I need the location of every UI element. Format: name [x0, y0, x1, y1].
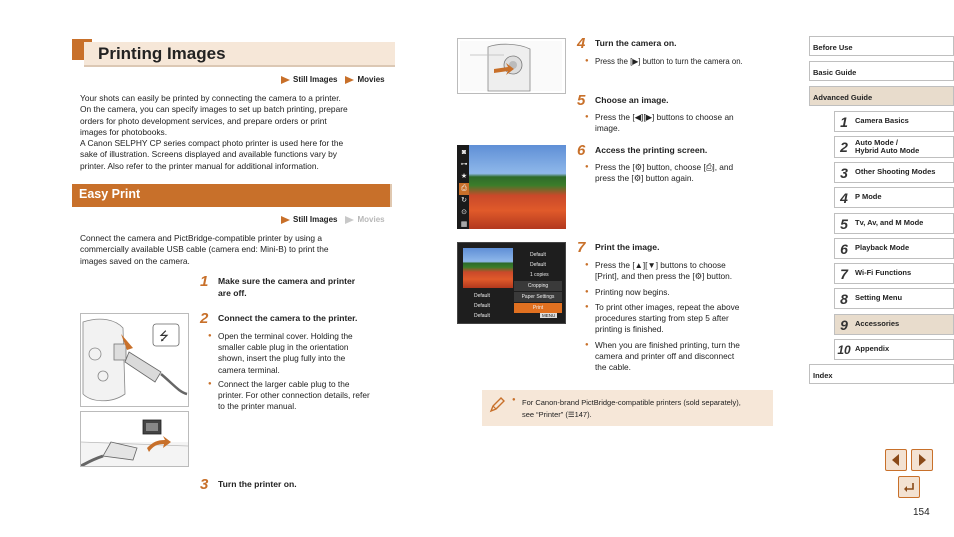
chapter-label-line: Hybrid Auto Mode [855, 146, 920, 155]
step-2-bullet-2 [218, 379, 398, 413]
still-images-icon [281, 216, 290, 224]
chapter-number: 5 [840, 215, 848, 232]
arrow-left-icon [890, 453, 902, 467]
chapter-number: 7 [840, 265, 848, 282]
bullet-line: printer. For other connection details, refer [218, 390, 370, 401]
menu-return-button[interactable]: MENU [542, 313, 556, 318]
step-title-line: Make sure the camera and printer [218, 276, 356, 286]
print-menu-item[interactable]: Paper Settings [514, 292, 562, 302]
movies-icon [345, 76, 354, 84]
svg-text:⭍: ⭍ [159, 329, 169, 343]
protect-icon: ⊶ [460, 161, 468, 168]
step-4-bullet-1: ● Press the [▶] button to turn the camera on. [595, 56, 785, 67]
print-menu-item[interactable]: Default [530, 262, 546, 268]
chapter-number: 3 [840, 164, 848, 181]
step-title-line: are off. [218, 287, 247, 298]
step-7-bullet-2: ● Printing now begins. [595, 287, 775, 298]
chapter-number: 4 [840, 189, 848, 206]
bullet-line: ● When you are finished printing, turn the [595, 340, 740, 350]
nav-advanced-guide[interactable]: Advanced Guide [809, 86, 954, 106]
nav-chapter-8[interactable] [834, 288, 954, 309]
step-7-bullet-4 [595, 340, 775, 374]
pencil-icon [488, 396, 506, 414]
chapter-label: Setting Menu [855, 293, 903, 303]
bullet-line: procedures starting from step 5 after [595, 313, 729, 324]
camera-power-drawing [458, 39, 565, 93]
crumb-movies: Movies [357, 75, 385, 84]
print-left-item: Default [474, 303, 490, 309]
section-intro-line: Connect the camera and PictBridge-compatible printer by using a [80, 233, 323, 243]
intro-line: On the camera, you can specify images to set up batch printing, prepare [80, 104, 348, 115]
prev-page-button[interactable] [885, 449, 907, 471]
section-title: Easy Print [79, 187, 141, 201]
erase-icon: ▦ [460, 221, 468, 228]
playback-screen [457, 145, 566, 229]
bullet-line: printing is finished. [595, 324, 664, 335]
bullet-line: ● To print other images, repeat the above [595, 302, 740, 312]
bullet-line: press the [⚙] button again. [595, 173, 694, 184]
nav-chapter-4[interactable] [834, 187, 954, 208]
nav-chapter-7[interactable] [834, 263, 954, 284]
print-left-item: Default [474, 293, 490, 299]
arrow-right-icon [916, 453, 928, 467]
intro-text [80, 93, 400, 172]
chapter-label: Camera Basics [855, 116, 909, 126]
step-3-title: Turn the printer on. [218, 479, 297, 489]
nav-chapter-1[interactable] [834, 111, 954, 132]
chapter-label: Playback Mode [855, 243, 910, 253]
note-link[interactable]: see “Printer” (☰147). [522, 410, 592, 419]
step-5-title: Choose an image. [595, 95, 669, 105]
bullet-line: [Print], and then press the [⚙] button. [595, 271, 733, 282]
chapter-number: 1 [840, 113, 848, 130]
chapter-number: 9 [840, 316, 848, 333]
print-menu-item[interactable]: Cropping [514, 281, 562, 291]
step-6-title: Access the printing screen. [595, 145, 708, 155]
chapter-label: Other Shooting Modes [855, 167, 936, 177]
intro-line: Your shots can easily be printed by connecting the camera to a printer. [80, 93, 341, 103]
bullet-line: ● Press the [⚙] button, choose [⎙], and [595, 162, 734, 172]
print-menu-item[interactable]: Print [514, 303, 562, 313]
page-number: 154 [913, 507, 930, 518]
chapter-label [853, 139, 919, 156]
print-thumbnail [463, 248, 513, 288]
intro-line: A Canon SELPHY CP series compact photo printer is used here for the [80, 138, 344, 149]
chapter-number: 10 [837, 342, 851, 357]
crumb-top [281, 75, 385, 84]
bullet-line: shown, insert the plug fully into the [218, 353, 346, 364]
chapter-label: Appendix [855, 344, 890, 354]
nav-before-use[interactable]: Before Use [809, 36, 954, 56]
note-line: For Canon-brand PictBridge-compatible printers (sold separately), [522, 398, 741, 407]
step-7-bullet-3 [595, 302, 775, 336]
chapter-label: Accessories [855, 319, 900, 329]
step-number: 2 [200, 310, 209, 327]
step-7-title: Print the image. [595, 242, 660, 252]
bullet-line: to the printer manual. [218, 401, 297, 412]
step-2-bullet-1 [218, 331, 398, 376]
intro-line: printer. Also refer to the printer manual for additional information. [80, 160, 319, 171]
sample-photo [469, 145, 566, 229]
nav-chapter-3[interactable] [834, 162, 954, 183]
printer-usb-drawing [81, 412, 188, 466]
step-4-title: Turn the camera on. [595, 38, 677, 48]
section-intro-line: commercially available USB cable (camera end: Mini-B) to print the [80, 244, 329, 255]
note-text [522, 397, 772, 421]
func-menu [459, 147, 469, 231]
chapter-number: 8 [840, 290, 848, 307]
crumb-movies: Movies [357, 215, 385, 224]
crumb-still-images: Still Images [293, 75, 338, 84]
step-5-bullet-1 [595, 112, 775, 134]
page-title: Printing Images [98, 44, 226, 63]
nav-chapter-10[interactable] [834, 339, 954, 360]
nav-basic-guide[interactable]: Basic Guide [809, 61, 954, 81]
nav-chapter-2[interactable] [834, 136, 954, 158]
next-page-button[interactable] [911, 449, 933, 471]
step-2-title: Connect the camera to the printer. [218, 313, 358, 323]
nav-index[interactable]: Index [809, 364, 954, 384]
rotate-icon: ↻ [461, 197, 467, 204]
step-number: 3 [200, 476, 209, 493]
bullet-line: camera and printer off and disconnect [595, 351, 735, 362]
nav-chapter-6[interactable] [834, 238, 954, 259]
camera-usb-drawing [81, 314, 188, 406]
intro-line: images for photobooks. [80, 126, 168, 137]
print-menu-item[interactable]: Default [530, 252, 546, 258]
printer-usb-illustration [80, 411, 189, 467]
favorite-icon: ★ [460, 173, 468, 180]
crumb-still-images: Still Images [293, 215, 338, 224]
print-left-item: Default [474, 313, 490, 319]
step-1-title [218, 276, 398, 299]
chapter-number: 2 [840, 139, 848, 155]
step-number: 7 [577, 239, 586, 256]
camera-usb-illustration [80, 313, 189, 407]
still-images-icon [281, 76, 290, 84]
step-number: 5 [577, 92, 586, 109]
bullet-line: ● Open the terminal cover. Holding the [218, 331, 353, 341]
return-button[interactable] [898, 476, 920, 498]
slideshow-icon: ⊙ [461, 209, 467, 216]
step-6-bullet-1 [595, 162, 775, 184]
movies-icon [345, 216, 354, 224]
bullet-line: the cable. [595, 362, 631, 373]
intro-line: sake of illustration. Screens displayed and available functions vary by [80, 149, 337, 160]
bullet-line: image. [595, 123, 620, 134]
print-menu-item[interactable]: 1 copies [530, 272, 549, 278]
step-number: 4 [577, 35, 586, 52]
bullet-line: camera terminal. [218, 364, 280, 375]
bullet-line: smaller cable plug in the orientation [218, 342, 349, 353]
chapter-label: Tv, Av, and M Mode [855, 218, 924, 228]
print-settings-screen [457, 242, 566, 324]
chapter-number: 6 [840, 240, 848, 257]
chapter-label: Wi-Fi Functions [855, 268, 912, 278]
camera-power-illustration [457, 38, 566, 94]
chapter-label: P Mode [855, 192, 882, 202]
crumb-section [281, 215, 385, 224]
bullet-line: ● Press the [▲][▼] buttons to choose [595, 260, 726, 270]
step-7-bullet-1 [595, 260, 775, 282]
camera-icon: ◙ [461, 149, 467, 156]
bullet-line: ● Press the [◀][▶] buttons to choose an [595, 112, 734, 122]
intro-line: orders for photo development services, and prepare orders or print [80, 115, 327, 126]
print-menu [514, 250, 562, 313]
note-box [482, 390, 773, 426]
nav-chapter-9[interactable] [834, 314, 954, 335]
section-intro-line: images saved on the camera. [80, 255, 190, 266]
chapter-label-line: Auto Mode / [855, 137, 898, 147]
step-number: 1 [200, 273, 209, 290]
print-icon: ⎙ [459, 183, 469, 195]
bullet-line: ● Connect the larger cable plug to the [218, 379, 350, 389]
nav-chapter-5[interactable] [834, 213, 954, 234]
print-left-list [464, 291, 490, 321]
return-icon [902, 480, 916, 494]
step-number: 6 [577, 142, 586, 159]
note-bullet-icon: ● [512, 397, 516, 403]
section-intro [80, 233, 400, 267]
